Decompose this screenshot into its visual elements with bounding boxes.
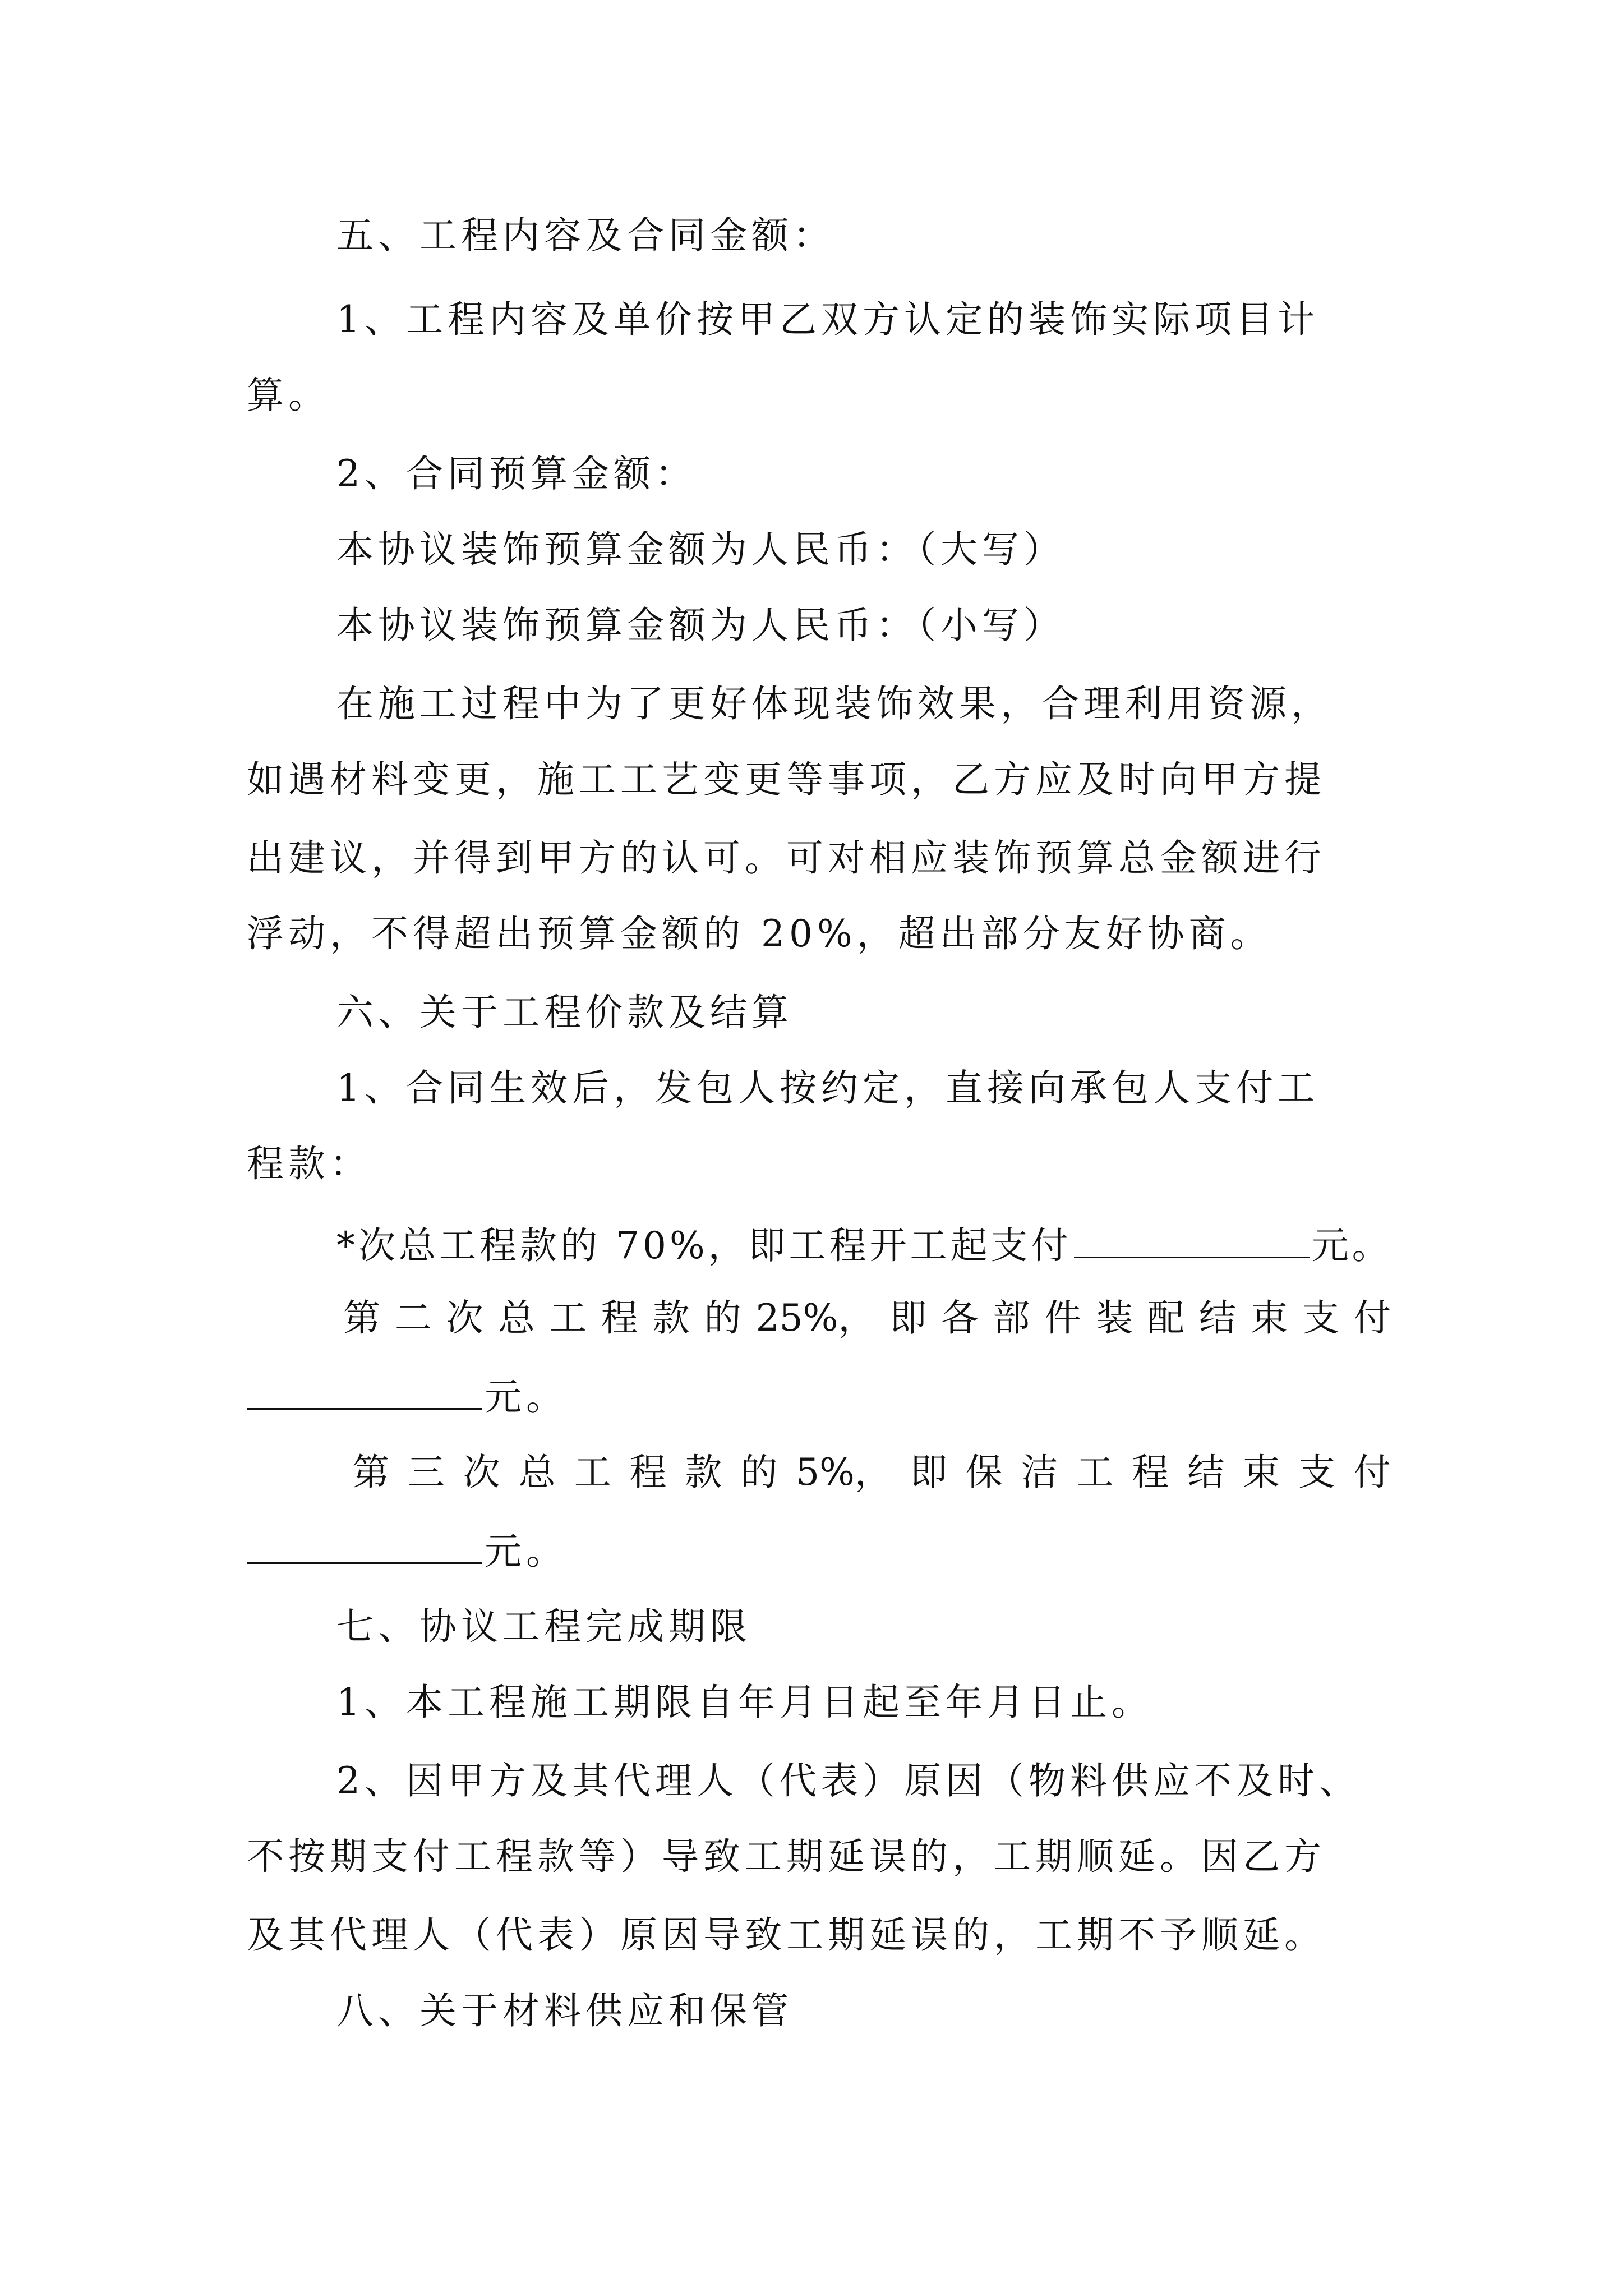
second-payment-char: 各 [941,1296,979,1340]
section-6-item-1-line-2: 程款： [247,1142,371,1185]
section-7-item-1: 1、本工程施工期限自年月日起至年月日止。 [336,1681,1153,1724]
third-payment-char: 第 [352,1451,389,1494]
second-payment-char: 配 [1147,1296,1185,1340]
third-payment-char: 程 [629,1451,667,1494]
third-payment-amount-blank [247,1523,482,1564]
section-5-item-1-line-1: 1、工程内容及单价按甲乙双方认定的装饰实际项目计 [336,298,1319,341]
third-payment-line [352,1447,1391,1498]
second-payment-char: 支 [1302,1296,1339,1340]
section-5-item-2: 2、合同预算金额： [336,452,697,495]
section-5-paragraph-line-4: 浮动，不得超出预算金额的 20%，超出部分友好协商。 [247,912,1272,955]
section-5-title: 五、工程内容及合同金额： [336,214,834,257]
section-5-paragraph-line-3: 出建议，并得到甲方的认可。可对相应装饰预算总金额进行 [247,836,1326,880]
third-payment-char: 的 [740,1451,778,1494]
second-payment-char: 工 [549,1296,587,1340]
second-payment-char: 束 [1250,1296,1288,1340]
third-payment-char: 支 [1298,1451,1335,1494]
third-payment-char: 即 [910,1451,947,1494]
third-payment-char: 三 [407,1451,445,1494]
third-payment-char: 次 [463,1451,500,1494]
second-payment-unit: 元。 [485,1375,568,1419]
second-payment-char: 装 [1096,1296,1133,1340]
third-payment-char: 工 [1076,1451,1114,1494]
second-payment-char: 结 [1199,1296,1236,1340]
section-6-item-1-line-1: 1、合同生效后，发包人按约定，直接向承包人支付工 [336,1066,1319,1110]
third-payment-char: 结 [1187,1451,1225,1494]
third-payment-char: 程 [1132,1451,1169,1494]
second-payment-char: 25%， [755,1296,875,1340]
third-payment-char: 款 [685,1451,722,1494]
section-7-item-2-line-3: 及其代理人（代表）原因导致工期延误的，工期不予顺延。 [247,1913,1326,1957]
second-payment-char: 第 [343,1296,380,1340]
first-payment-unit: 元。 [1311,1224,1393,1267]
second-payment-char: 二 [394,1296,432,1340]
third-payment-char: 工 [574,1451,611,1494]
section-7-item-2-line-1: 2、因甲方及其代理人（代表）原因（物料供应不及时、 [336,1759,1361,1802]
second-payment-char: 即 [889,1296,927,1340]
second-payment-amount-blank [247,1369,482,1410]
second-payment-char: 付 [1353,1296,1391,1340]
third-payment-char: 洁 [1021,1451,1058,1494]
second-payment-char: 款 [652,1296,690,1340]
budget-amount-uppercase: 本协议装饰预算金额为人民币：（大写） [336,528,1065,571]
second-payment-char: 部 [993,1296,1030,1340]
third-payment-char: 保 [965,1451,1003,1494]
section-5-item-1-line-2: 算。 [247,374,330,417]
second-payment-char: 程 [601,1296,638,1340]
section-5-paragraph-line-1: 在施工过程中为了更好体现装饰效果，合理利用资源， [336,682,1332,725]
section-6-title: 六、关于工程价款及结算 [336,991,793,1034]
third-payment-char: 束 [1243,1451,1280,1494]
first-payment-amount-blank [1074,1217,1310,1258]
third-payment-unit: 元。 [485,1530,568,1573]
second-payment-char: 总 [497,1296,535,1340]
third-payment-char: 总 [518,1451,556,1494]
third-payment-char: 5%， [796,1451,892,1494]
section-8-title: 八、关于材料供应和保管 [336,1989,793,2032]
second-payment-char: 的 [704,1296,741,1340]
first-payment-line [336,1217,1391,1271]
second-payment-char: 次 [446,1296,483,1340]
section-7-item-2-line-2: 不按期支付工程款等）导致工期延误的，工期顺延。因乙方 [247,1835,1326,1878]
third-payment-char: 付 [1353,1451,1391,1494]
second-payment-line-2 [247,1369,1391,1423]
second-payment-line [343,1293,1391,1343]
budget-amount-lowercase: 本协议装饰预算金额为人民币：（小写） [336,604,1065,647]
section-5-paragraph-line-2: 如遇材料变更，施工工艺变更等事项，乙方应及时向甲方提 [247,758,1326,801]
first-payment-text: *次总工程款的 70%，即工程开工起支付 [336,1224,1072,1267]
second-payment-char: 件 [1044,1296,1082,1340]
third-payment-line-2 [247,1523,1391,1577]
section-7-title: 七、协议工程完成期限 [336,1605,751,1648]
